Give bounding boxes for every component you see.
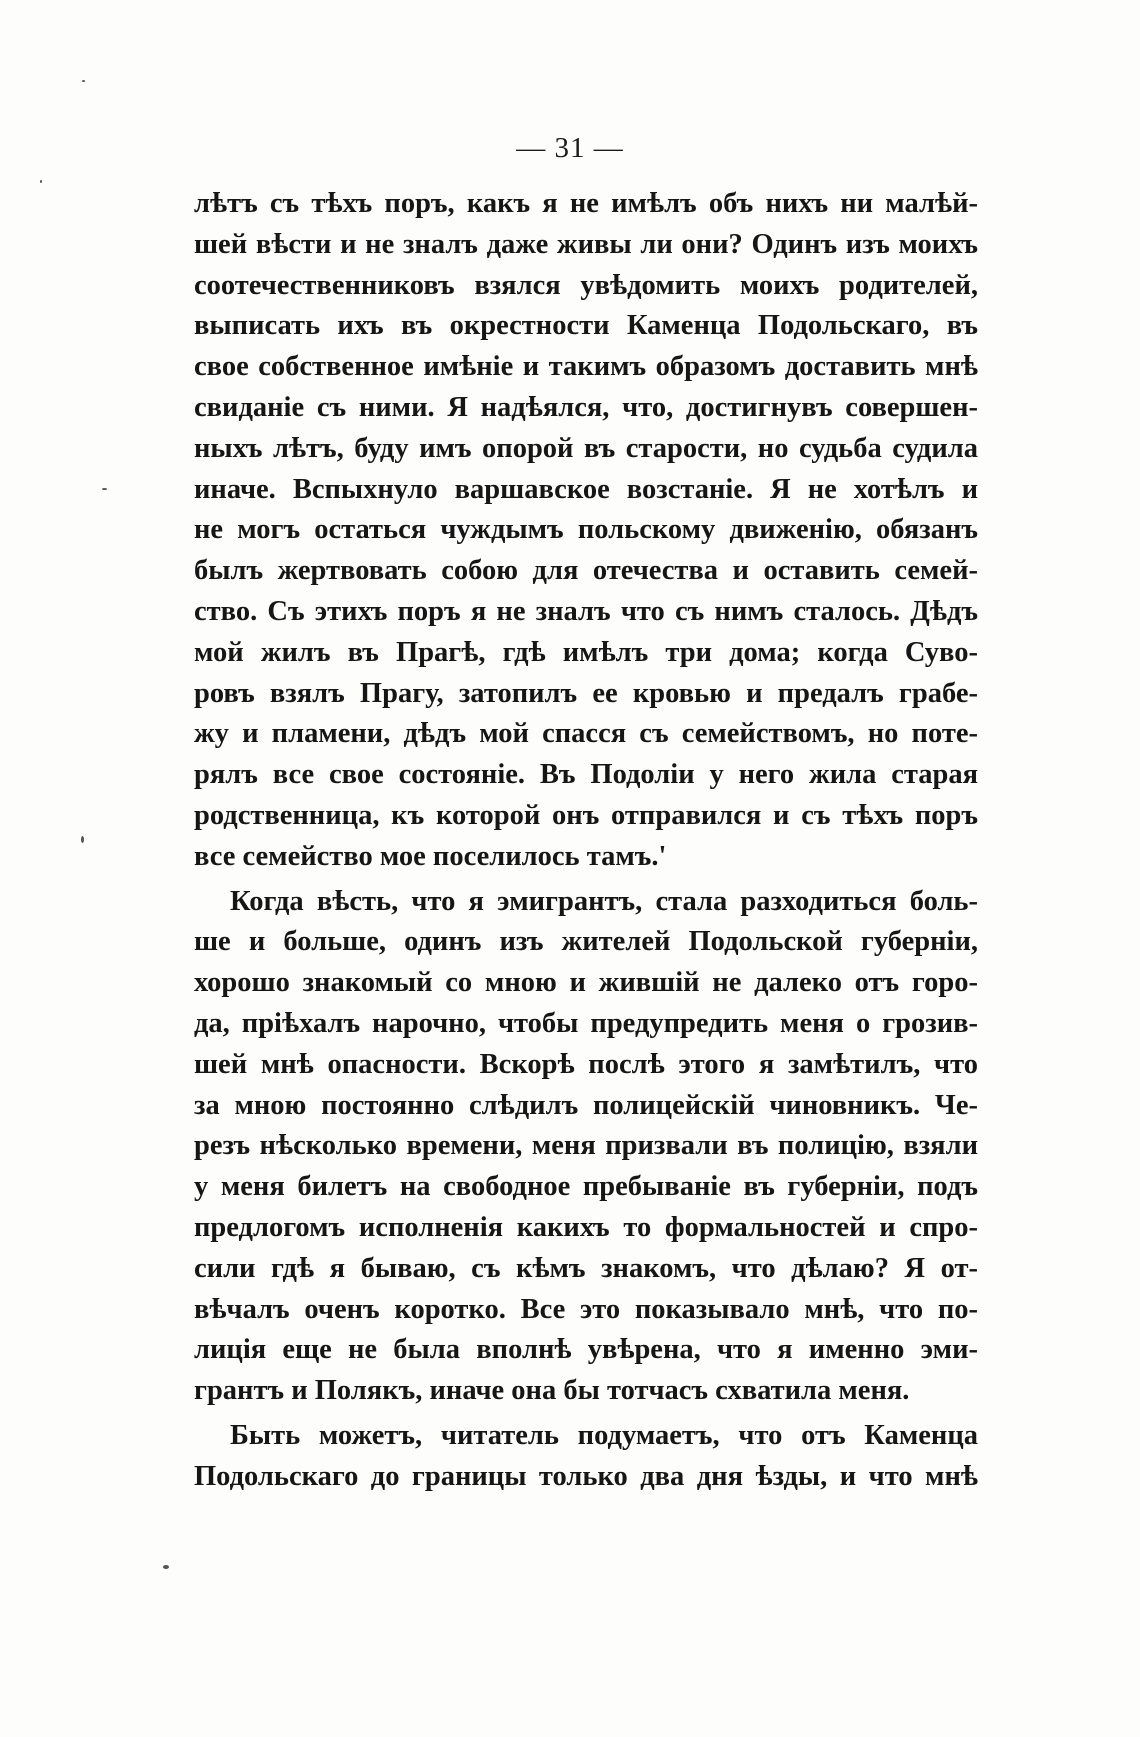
paragraph — [194, 1416, 978, 1498]
scan-speck — [81, 836, 84, 843]
text-line: хорошо знакомый со мною и жившій не далеко отъ горо- — [194, 967, 978, 999]
text-line: за мною постоянно слѣдилъ полицейскій чиновникъ. Че- — [194, 1089, 978, 1121]
text-line: ныхъ лѣтъ, буду имъ опорой въ старости, но судьба судила — [194, 432, 978, 464]
text-line: свое собственное имѣніе и такимъ образомъ доставить мнѣ — [194, 351, 978, 383]
text-line: свиданіе съ ними. Я надѣялся, что, достигнувъ совершен- — [194, 391, 978, 423]
text-line: шей вѣсти и не зналъ даже живы ли они? Одинъ изъ моихъ — [194, 228, 978, 260]
text-line: ровъ взялъ Прагу, затопилъ ее кровью и предалъ грабе- — [194, 677, 978, 709]
text-line: шей мнѣ опасности. Вскорѣ послѣ этого я замѣтилъ, что — [194, 1048, 978, 1080]
text-line: Подольскаго до границы только два дня ѣзды, и что мнѣ — [194, 1460, 978, 1492]
text-line: грантъ и Полякъ, иначе она бы тотчасъ схватила меня. — [194, 1375, 910, 1407]
text-line: не могъ остаться чуждымъ польскому движенію, обязанъ — [194, 514, 978, 546]
text-line: у меня билетъ на свободное пребываніе въ губерніи, подъ — [194, 1171, 978, 1203]
text-line: Когда вѣсть, что я эмигрантъ, стала разходиться боль- — [230, 885, 978, 917]
text-line: сили гдѣ я бываю, съ кѣмъ знакомъ, что дѣлаю? Я от- — [194, 1252, 978, 1284]
text-line: иначе. Вспыхнуло варшавское возстаніе. Я не хотѣлъ и — [194, 473, 978, 505]
text-line: рялъ все свое состояніе. Въ Подоліи у него жила старая — [194, 759, 978, 791]
scan-speck — [40, 180, 42, 183]
text-line: ше и больше, одинъ изъ жителей Подольской губерніи, — [194, 926, 978, 958]
text-line: вѣчалъ оченъ коротко. Все это показывало мнѣ, что по- — [194, 1293, 978, 1325]
text-line: да, пріѣхалъ нарочно, чтобы предупредить меня о грозив- — [194, 1007, 978, 1039]
text-line: былъ жертвовать собою для отечества и оставить семей- — [194, 555, 978, 587]
text-line: мой жилъ въ Прагѣ, гдѣ имѣлъ три дома; когда Суво- — [194, 636, 978, 668]
text-line: соотечественниковъ взялся увѣдомить моихъ родителей, — [194, 269, 978, 301]
page-number: — 31 — — [516, 132, 624, 164]
scan-speck — [82, 80, 85, 82]
text-line: лѣтъ съ тѣхъ поръ, какъ я не имѣлъ объ нихъ ни малѣй- — [194, 188, 978, 219]
text-line: все семейство мое поселилось тамъ.' — [194, 840, 667, 872]
body-text — [194, 184, 978, 1498]
paragraph — [194, 184, 978, 878]
text-line: жу и пламени, дѣдъ мой спасся съ семействомъ, но поте- — [194, 718, 978, 750]
paragraph — [194, 882, 978, 1412]
scan-speck — [163, 1565, 169, 1569]
text-line: выписать ихъ въ окрестности Каменца Подольскаго, въ — [194, 310, 978, 342]
text-line: предлогомъ исполненія какихъ то формальностей и спро- — [194, 1211, 978, 1243]
text-line: лиція еще не была вполнѣ увѣрена, что я именно эми- — [194, 1334, 978, 1366]
text-line: родственница, къ которой онъ отправился и съ тѣхъ поръ — [194, 799, 978, 831]
text-line: ство. Съ этихъ поръ я не зналъ что съ нимъ сталось. Дѣдъ — [194, 595, 978, 627]
scan-speck — [102, 488, 107, 490]
text-line: резъ нѣсколько времени, меня призвали въ полицію, взяли — [194, 1130, 978, 1162]
text-line: Быть можетъ, читатель подумаетъ, что отъ Каменца — [230, 1419, 978, 1451]
